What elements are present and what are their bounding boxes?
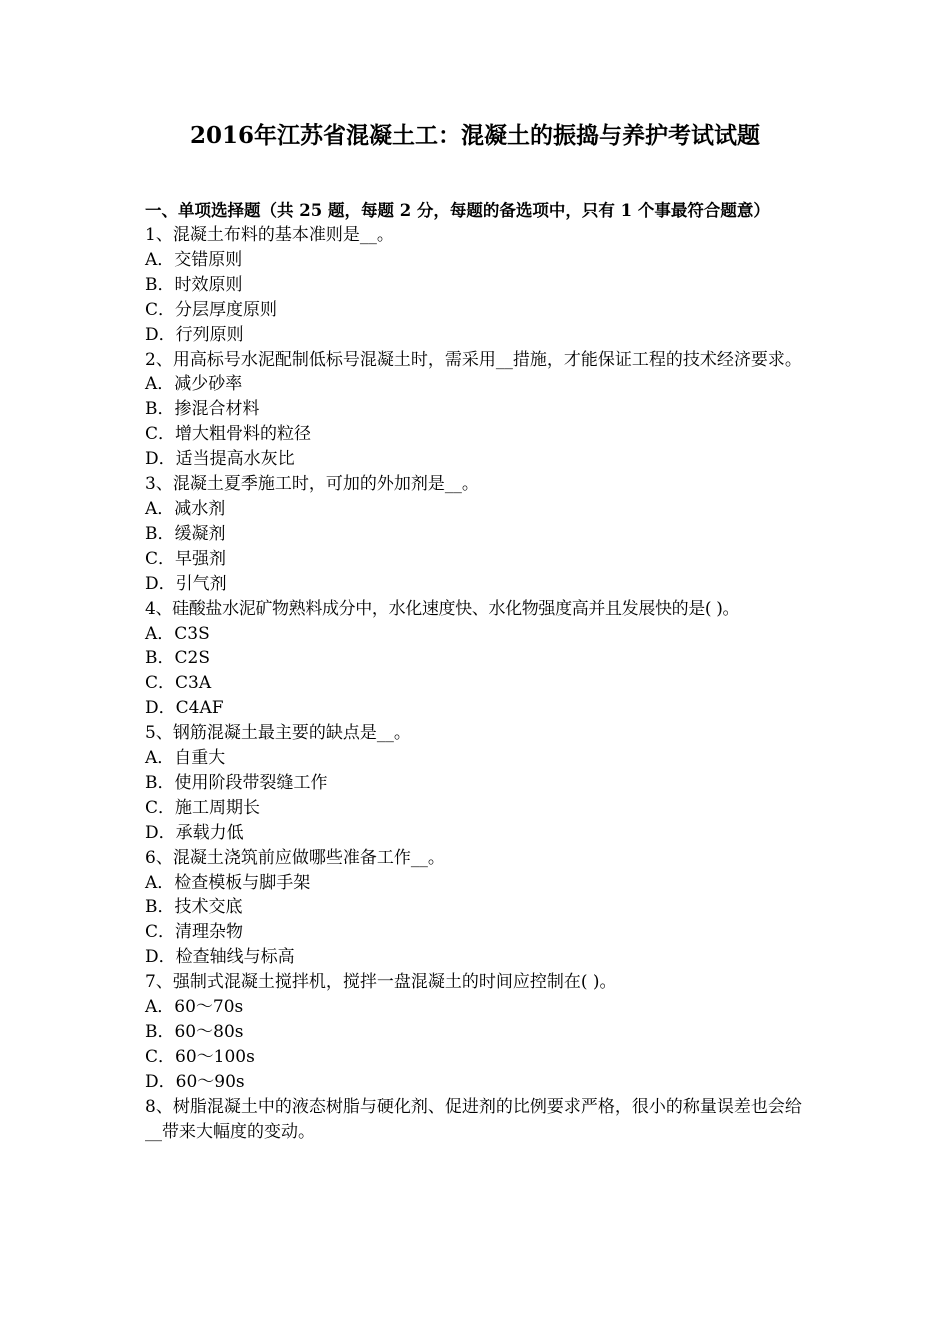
question-stem: 2、用高标号水泥配制低标号混凝土时，需采用__措施，才能保证工程的技术经济要求。 (145, 349, 802, 370)
question-option: B．使用阶段带裂缝工作 (145, 772, 328, 793)
question-option: D．检查轴线与标高 (145, 947, 295, 968)
question-option: C．清理杂物 (145, 922, 244, 943)
question-option: A．60～70s (145, 997, 244, 1018)
question-stem: 7、强制式混凝土搅拌机，搅拌一盘混凝土的时间应控制在( )。 (145, 972, 617, 993)
section-heading: 一、单项选择题（共 25 题，每题 2 分，每题的备选项中，只有 1 个事最符合题意） (145, 201, 770, 220)
question-option: C．C3A (145, 673, 212, 694)
question-option: B．C2S (145, 648, 210, 669)
question-option: C．施工周期长 (145, 797, 261, 818)
question-option: B．缓凝剂 (145, 523, 226, 544)
question-option: C．60～100s (145, 1046, 255, 1067)
question-option: C．早强剂 (145, 548, 227, 569)
question-option: B．掺混合材料 (145, 399, 260, 420)
question-option: D．60～90s (145, 1071, 245, 1092)
question-option: D．适当提高水灰比 (145, 449, 295, 470)
question-option: C．分层厚度原则 (145, 299, 278, 320)
question-stem: 4、硅酸盐水泥矿物熟料成分中，水化速度快、水化物强度高并且发展快的是( )。 (145, 598, 740, 619)
question-option: D．承载力低 (145, 822, 244, 843)
question-stem: 1、混凝土布料的基本准则是__。 (145, 225, 394, 245)
question-stem: 3、混凝土夏季施工时，可加的外加剂是__。 (145, 474, 479, 495)
question-option: B．技术交底 (145, 897, 243, 918)
question-stem: 8、树脂混凝土中的液态树脂与硬化剂、促进剂的比例要求严格，很小的称量误差也会给__带来大幅度的变动。 (145, 1096, 802, 1142)
question-option: A．减水剂 (145, 498, 226, 519)
document-title: 2016年江苏省混凝土工：混凝土的振捣与养护考试试题 (189, 122, 760, 149)
question-option: A．自重大 (145, 748, 226, 769)
question-stem: 6、混凝土浇筑前应做哪些准备工作__。 (145, 847, 445, 868)
question-option: B．60～80s (145, 1022, 244, 1042)
question-option: C．增大粗骨料的粒径 (145, 424, 312, 445)
question-option: B．时效原则 (145, 274, 243, 295)
question-option: A．检查模板与脚手架 (145, 872, 311, 893)
question-stem: 5、钢筋混凝土最主要的缺点是__。 (145, 723, 411, 744)
question-option: A．减少砂率 (145, 374, 243, 395)
document-body (145, 198, 810, 1145)
question-option: A．C3S (145, 623, 210, 644)
question-option: D．引气剂 (145, 573, 227, 594)
question-option: D．行列原则 (145, 324, 244, 345)
question-option: D．C4AF (145, 698, 224, 719)
question-option: A．交错原则 (145, 249, 243, 270)
